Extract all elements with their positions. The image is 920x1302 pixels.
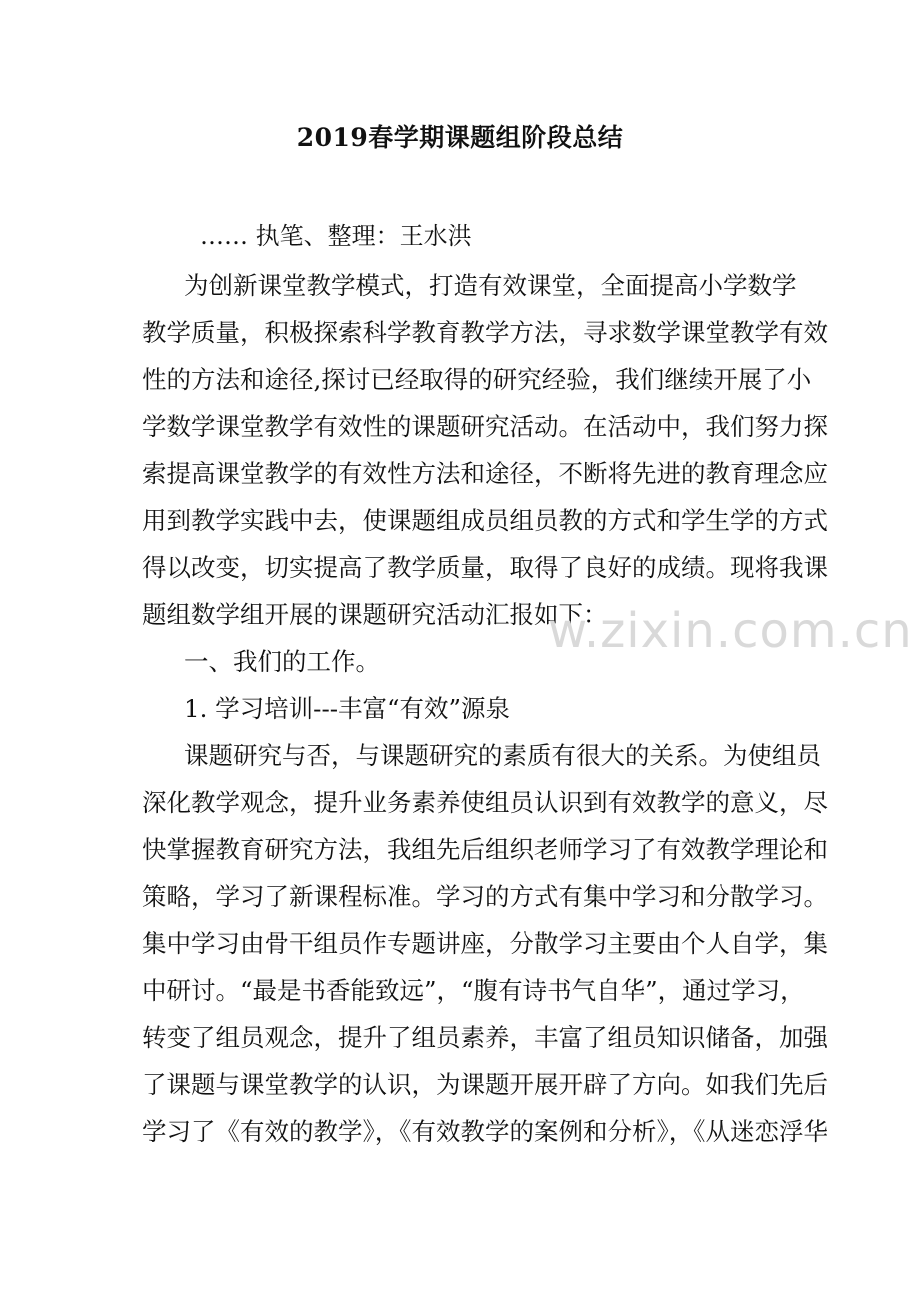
text-line: 一、我们的工作。: [184, 647, 380, 676]
text-line: 得以改变，切实提高了教学质量，取得了良好的成绩。现将我课: [142, 553, 828, 582]
text-line: 策略，学习了新课程标准。学习的方式有集中学习和分散学习。: [142, 882, 828, 911]
text-line: 快掌握教育研究方法，我组先后组织老师学习了有效教学理论和: [142, 835, 828, 864]
document-title: 2019春学期课题组阶段总结: [296, 123, 624, 152]
text-line: 用到教学实践中去，使课题组成员组员教的方式和学生学的方式: [142, 506, 828, 535]
text-line: 中研讨。“最是书香能致远”，“腹有诗书气自华”，通过学习，: [142, 976, 805, 1005]
text-line: 索提高课堂教学的有效性方法和途径，不断将先进的教育理念应: [142, 459, 828, 488]
text-line: 题组数学组开展的课题研究活动汇报如下：: [142, 600, 608, 629]
text-line: 学习了《有效的教学》，《有效教学的案例和分析》，《从迷恋浮华: [142, 1117, 828, 1146]
text-line: 深化教学观念，提升业务素养使组员认识到有效教学的意义，尽: [142, 788, 828, 817]
watermark: w.zixin.com.cn: [548, 603, 913, 659]
text-line: 性的方法和途径,探讨已经取得的研究经验，我们继续开展了小: [142, 365, 812, 394]
text-line: 学数学课堂教学有效性的课题研究活动。在活动中，我们努力探: [142, 412, 828, 441]
author-byline: …… 执笔、整理：王水洪: [200, 222, 472, 250]
text-line: 集中学习由骨干组员作专题讲座，分散学习主要由个人自学，集: [142, 929, 828, 958]
text-line: 为创新课堂教学模式，打造有效课堂，全面提高小学数学: [184, 271, 797, 300]
document-body: [142, 262, 828, 1155]
text-line: 了课题与课堂教学的认识，为课题开展开辟了方向。如我们先后: [142, 1070, 828, 1099]
text-line: 教学质量，积极探索科学教育教学方法，寻求数学课堂教学有效: [142, 318, 828, 347]
text-line: 1. 学习培训---丰富“有效”源泉: [184, 694, 511, 723]
text-line: 课题研究与否，与课题研究的素质有很大的关系。为使组员: [184, 741, 821, 770]
text-line: 转变了组员观念，提升了组员素养，丰富了组员知识储备，加强: [142, 1023, 828, 1052]
